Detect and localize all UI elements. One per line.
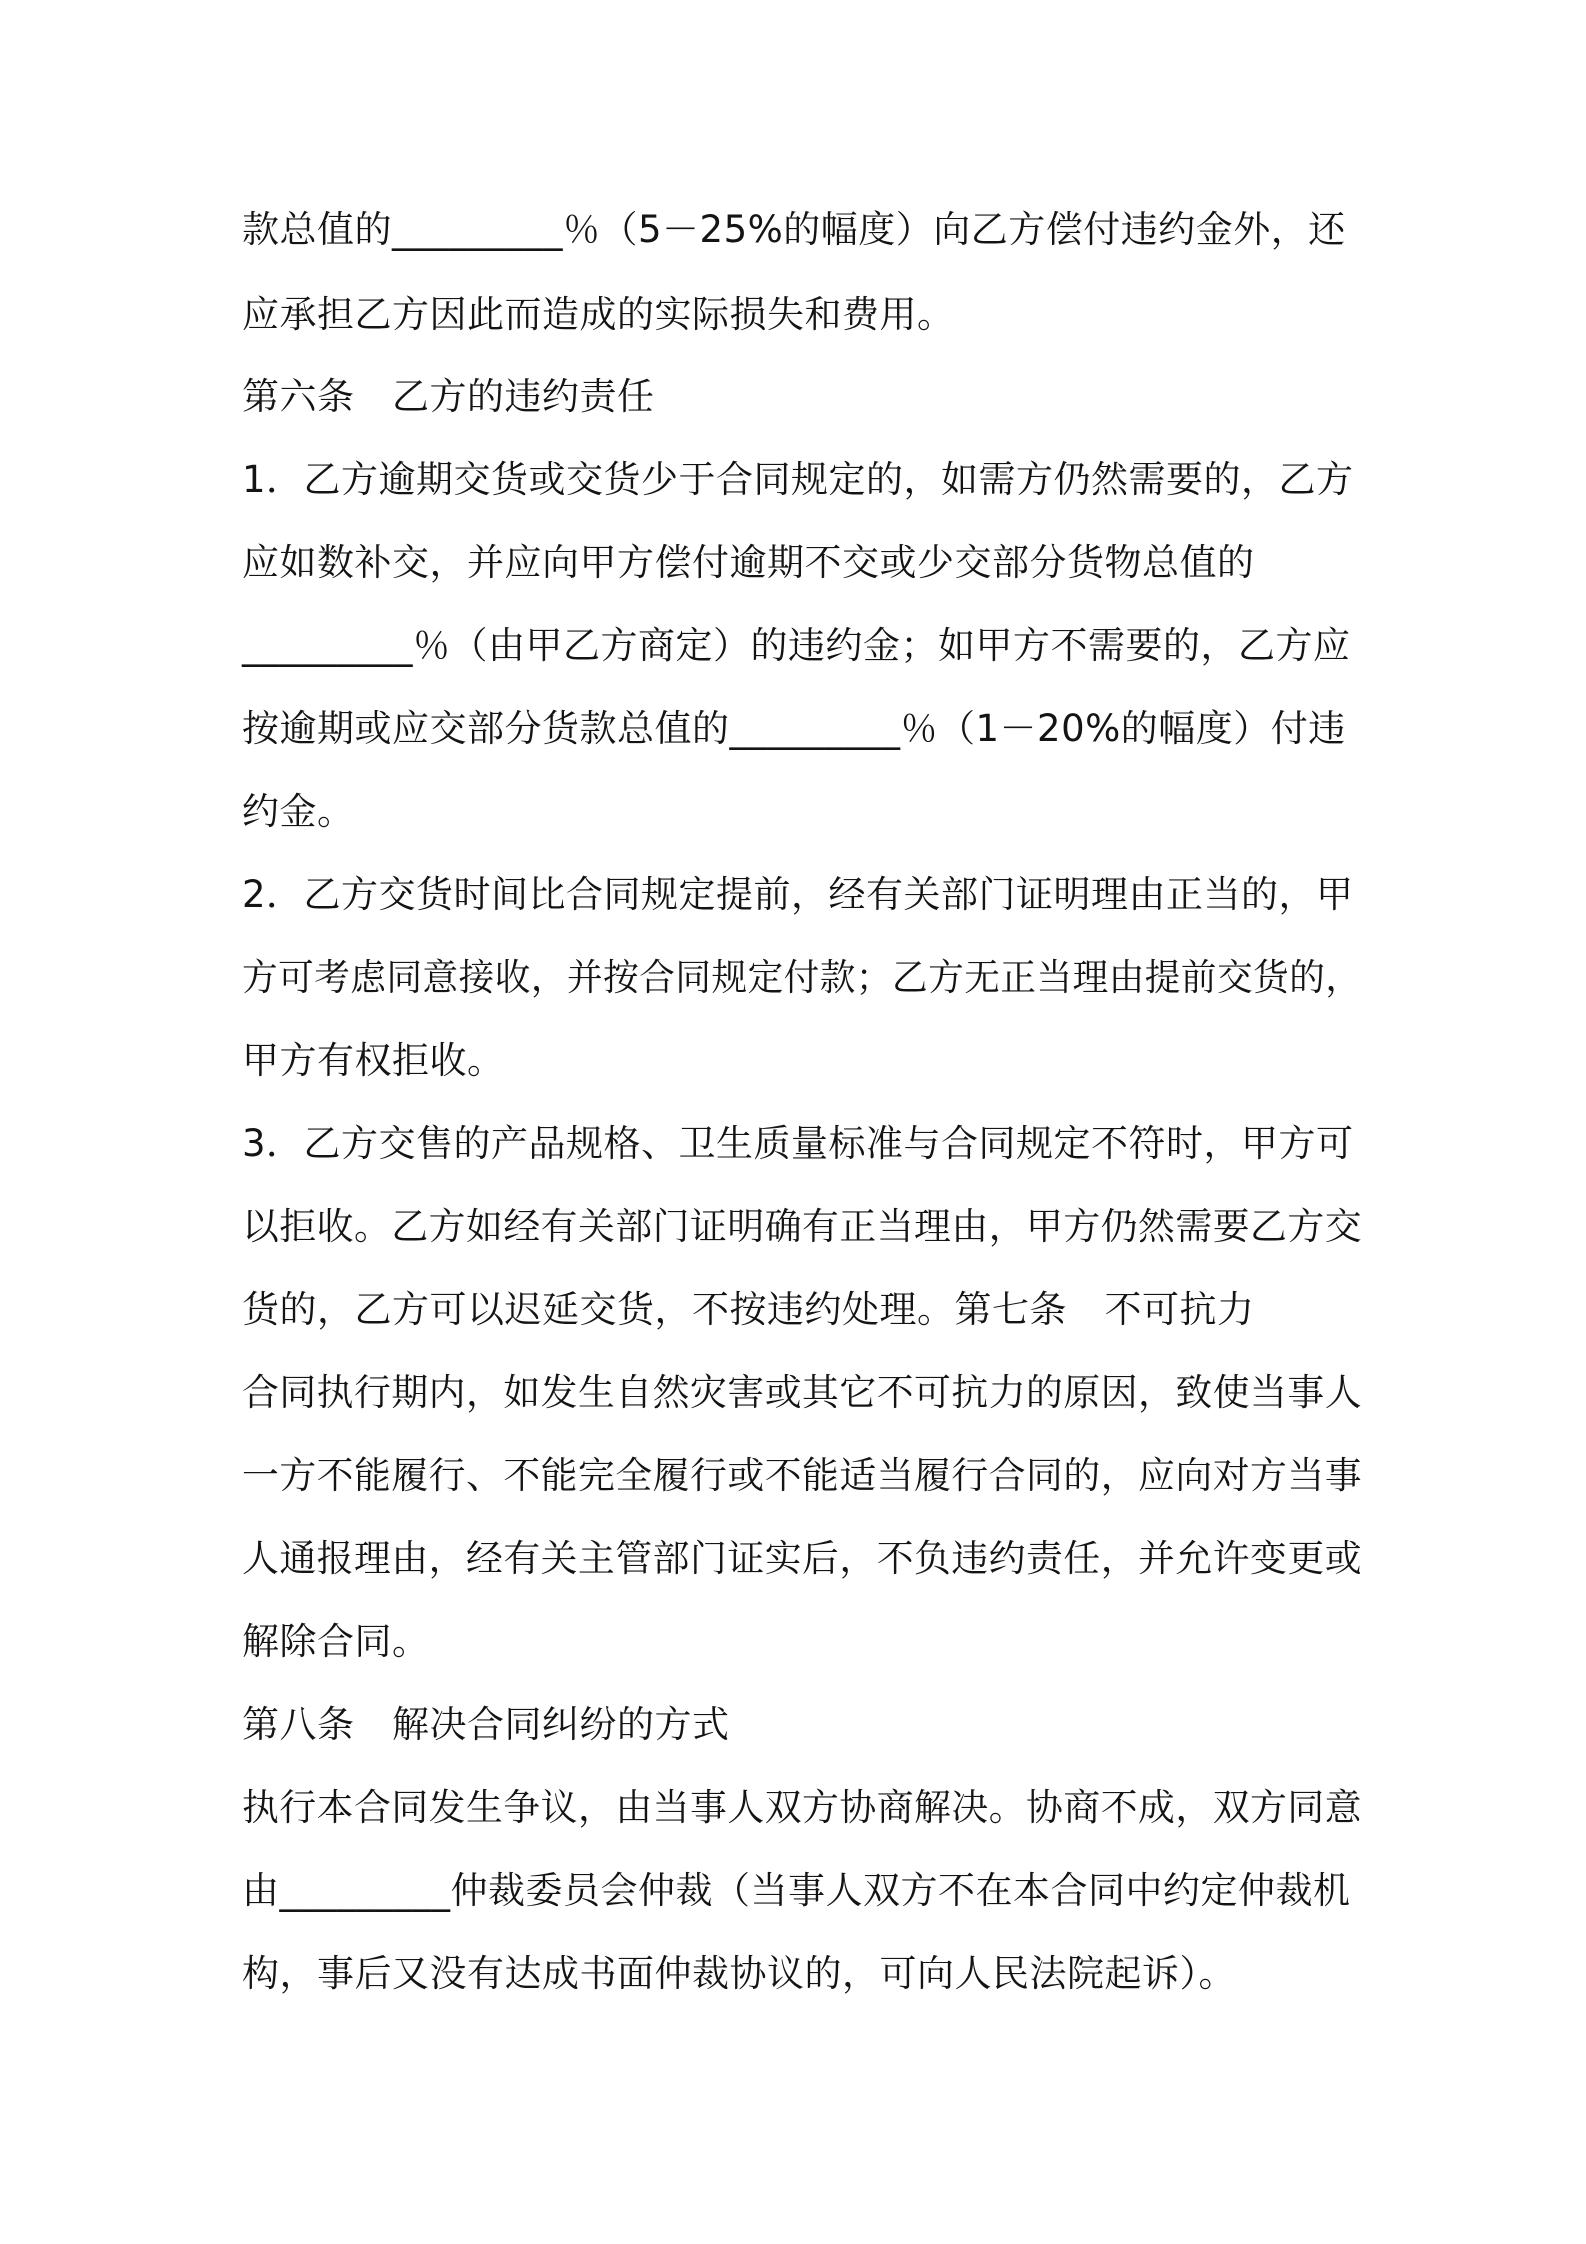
text-line: _________％（由甲乙方商定）的违约金；如甲方不需要的，乙方应 <box>242 624 1351 667</box>
text-line: 人通报理由，经有关主管部门证实后，不负违约责任，并允许变更或 <box>242 1537 1363 1580</box>
text-line: 约金。 <box>242 790 355 833</box>
text-line: 应承担乙方因此而造成的实际损失和费用。 <box>242 293 955 336</box>
text-line: 以拒收。乙方如经有关部门证明确有正当理由，甲方仍然需要乙方交 <box>242 1205 1363 1248</box>
text-line: 执行本合同发生争议，由当事人双方协商解决。协商不成，双方同意 <box>242 1786 1363 1829</box>
text-line: 应如数补交，并应向甲方偿付逾期不交或少交部分货物总值的 <box>242 541 1255 584</box>
text-line: 甲方有权拒收。 <box>242 1039 505 1082</box>
article-heading: 第六条 乙方的违约责任 <box>242 375 655 418</box>
text-line: 1．乙方逾期交货或交货少于合同规定的，如需方仍然需要的，乙方 <box>242 458 1354 501</box>
text-line: 货的，乙方可以迟延交货，不按违约处理。第七条 不可抗力 <box>242 1288 1255 1331</box>
text-line: 由_________仲裁委员会仲裁（当事人双方不在本合同中约定仲裁机 <box>242 1869 1351 1912</box>
text-line: 2．乙方交货时间比合同规定提前，经有关部门证明理由正当的，甲 <box>242 873 1354 916</box>
article-heading: 第八条 解决合同纠纷的方式 <box>242 1703 730 1746</box>
text-line: 合同执行期内，如发生自然灾害或其它不可抗力的原因，致使当事人 <box>242 1371 1363 1414</box>
text-line: 构，事后又没有达成书面仲裁协议的，可向人民法院起诉）。 <box>242 1952 1236 1995</box>
text-line: 解除合同。 <box>242 1620 430 1663</box>
text-line: 款总值的_________％（5－25%的幅度）向乙方偿付违约金外，还 <box>242 208 1346 251</box>
text-line: 3．乙方交售的产品规格、卫生质量标准与合同规定不符时，甲方可 <box>242 1122 1354 1165</box>
text-line: 方可考虑同意接收，并按合同规定付款；乙方无正当理由提前交货的， <box>242 956 1362 999</box>
text-line: 按逾期或应交部分货款总值的_________％（1－20%的幅度）付违 <box>242 707 1346 750</box>
text-line: 一方不能履行、不能完全履行或不能适当履行合同的，应向对方当事 <box>242 1454 1363 1497</box>
